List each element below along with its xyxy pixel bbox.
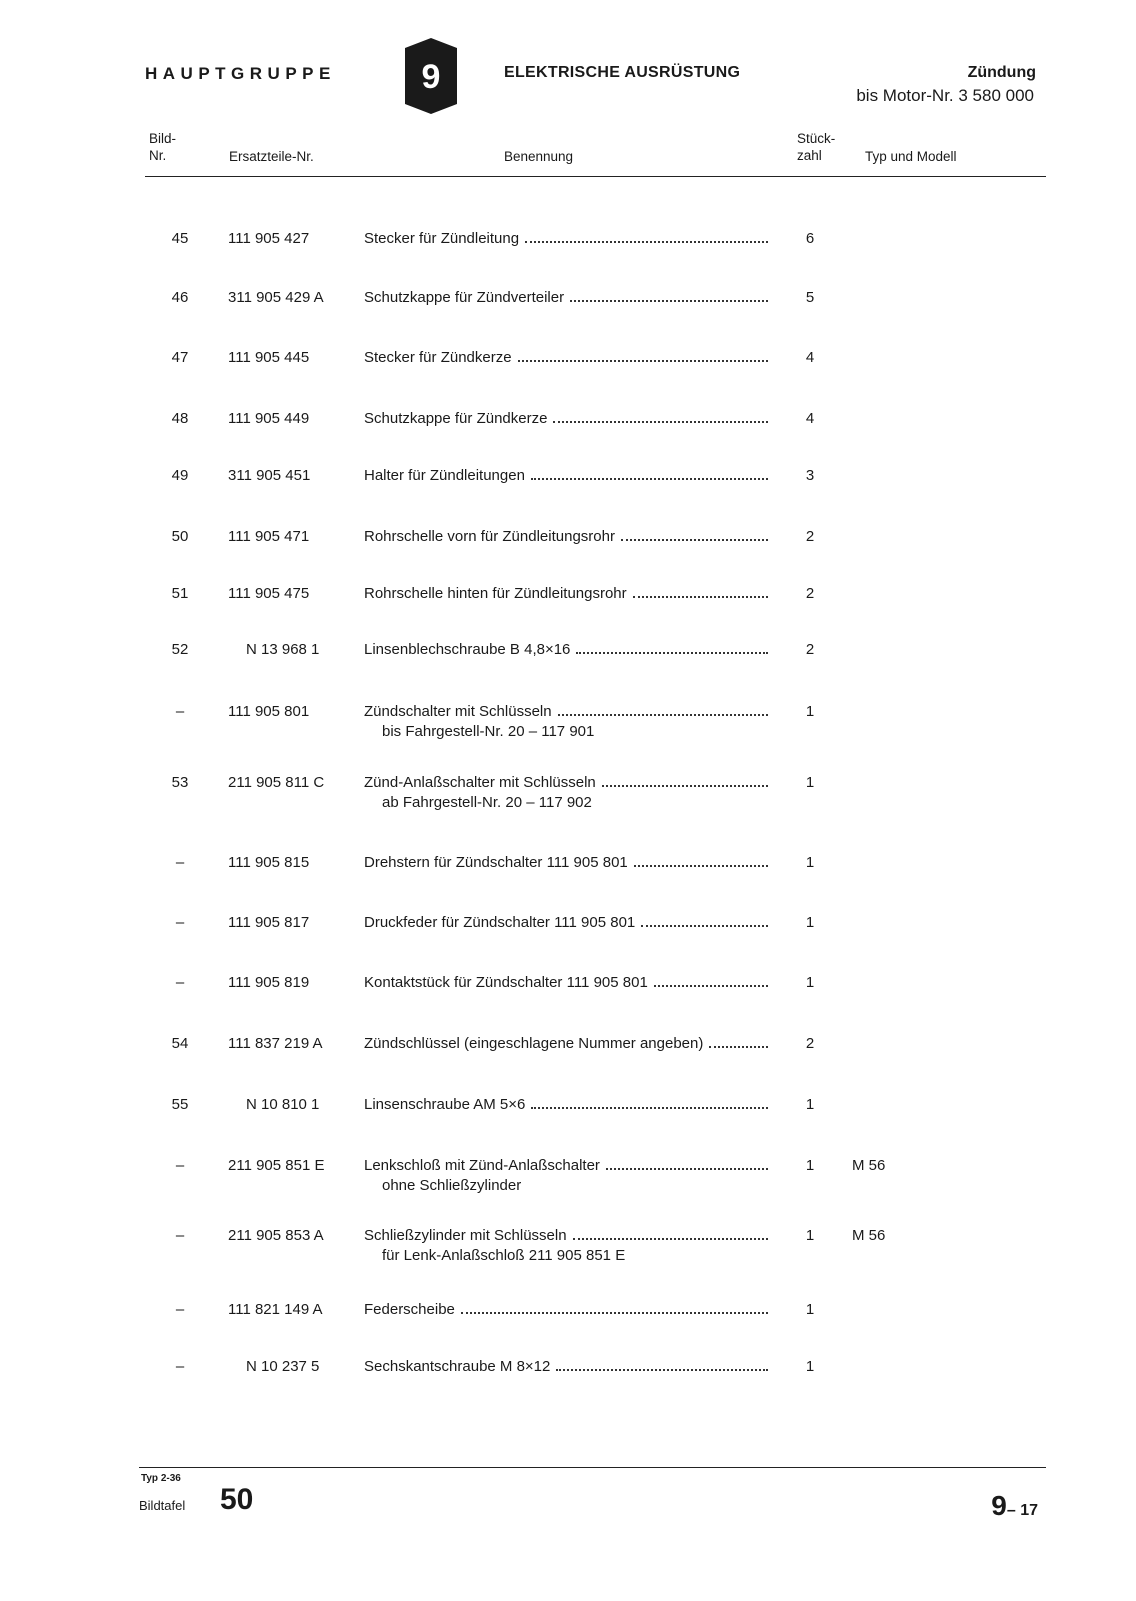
row-benennung-line [364, 773, 768, 793]
row-part-number: 111 905 475 [228, 585, 310, 602]
footer-bildtafel-label: Bildtafel [139, 1498, 186, 1513]
row-bild-nr: 52 [171, 641, 189, 658]
row-name: Sechskantschraube M 8×12 [364, 1358, 551, 1375]
row-name: Drehstern für Zündschalter 111 905 801 [364, 854, 628, 871]
col-header-bild [149, 130, 176, 164]
row-quantity: 2 [805, 1035, 815, 1052]
row-bild-nr: 55 [171, 1096, 189, 1113]
page-number-sub: – 17 [1006, 1502, 1038, 1519]
row-quantity: 1 [805, 1096, 815, 1113]
row-name: Rohrschelle hinten für Zündleitungsrohr [364, 585, 627, 602]
row-part-number: 311 905 429 A [228, 289, 324, 306]
row-benennung-line [364, 973, 768, 993]
row-part-number: 111 905 817 [228, 914, 310, 931]
col-header-stueck-line1: Stück- [797, 131, 836, 146]
row-part-number: 311 905 451 [228, 467, 311, 484]
row-part-number: 211 905 851 E [228, 1157, 325, 1174]
row-quantity: 1 [805, 1301, 815, 1318]
leader-dots [634, 865, 768, 867]
leader-dots [558, 714, 768, 716]
col-header-typ-modell: Typ und Modell [865, 149, 957, 164]
row-benennung-line [364, 1300, 768, 1320]
leader-dots [641, 925, 768, 927]
row-benennung [364, 527, 768, 547]
row-quantity: 1 [805, 914, 815, 931]
row-benennung-line [364, 640, 768, 660]
row-quantity: 4 [805, 349, 815, 366]
row-benennung [364, 640, 768, 660]
row-benennung [364, 288, 768, 308]
row-benennung-line [364, 229, 768, 249]
row-benennung [364, 466, 768, 486]
row-quantity: 2 [805, 528, 815, 545]
row-bild-nr: – [175, 974, 185, 991]
row-bild-nr: – [175, 914, 185, 931]
row-benennung-line [364, 584, 768, 604]
row-benennung-line [364, 1226, 768, 1246]
header-divider [145, 176, 1046, 177]
row-benennung [364, 853, 768, 873]
footer-bildtafel-number: 50 [220, 1483, 254, 1516]
row-benennung-line [364, 1156, 768, 1176]
leader-dots [606, 1168, 768, 1170]
row-bild-nr: – [175, 1157, 185, 1174]
row-name: Kontaktstück für Zündschalter 111 905 801 [364, 974, 648, 991]
leader-dots [553, 421, 768, 423]
col-header-bild-line2: Nr. [149, 148, 167, 163]
row-benennung-line [364, 466, 768, 486]
row-benennung [364, 1156, 768, 1196]
row-name: Linsenschraube AM 5×6 [364, 1096, 526, 1113]
row-benennung [364, 773, 768, 813]
row-bild-nr: 51 [171, 585, 189, 602]
row-name-note: bis Fahrgestell-Nr. 20 – 117 901 [382, 723, 595, 740]
group-number: 9 [421, 58, 441, 96]
row-quantity: 2 [805, 641, 815, 658]
row-part-number: N 13 968 1 [246, 641, 320, 658]
row-bild-nr: – [175, 1301, 185, 1318]
row-part-number: N 10 810 1 [246, 1096, 320, 1113]
leader-dots [518, 360, 768, 362]
row-benennung-line [364, 348, 768, 368]
row-part-number: 111 821 149 A [228, 1301, 323, 1318]
row-part-number: 211 905 853 A [228, 1227, 324, 1244]
row-quantity: 5 [805, 289, 815, 306]
leader-dots [531, 478, 768, 480]
row-quantity: 1 [805, 1157, 815, 1174]
row-part-number: 111 905 445 [228, 349, 310, 366]
row-part-number: 111 905 449 [228, 410, 310, 427]
row-part-number: 111 905 801 [228, 703, 310, 720]
footer-typ: Typ 2-36 [141, 1473, 181, 1484]
row-benennung [364, 229, 768, 249]
page-number-main: 9 [991, 1490, 1007, 1521]
row-benennung [364, 409, 768, 429]
leader-dots [621, 539, 768, 541]
row-quantity: 1 [805, 854, 815, 871]
row-quantity: 1 [805, 1358, 815, 1375]
row-benennung [364, 913, 768, 933]
row-name: Lenkschloß mit Zünd-Anlaßschalter [364, 1157, 600, 1174]
col-header-bild-line1: Bild- [149, 131, 177, 146]
row-part-number: 111 905 427 [228, 230, 310, 247]
col-header-benennung: Benennung [504, 149, 574, 164]
row-bild-nr: 45 [171, 230, 189, 247]
row-benennung-line [364, 288, 768, 308]
row-bild-nr: – [175, 1227, 185, 1244]
row-quantity: 6 [805, 230, 815, 247]
row-bild-nr: 47 [171, 349, 189, 366]
row-benennung-line [364, 913, 768, 933]
row-benennung [364, 1357, 768, 1377]
row-benennung [364, 348, 768, 368]
row-typ-modell: M 56 [852, 1227, 886, 1244]
row-quantity: 3 [805, 467, 815, 484]
row-benennung-line [364, 409, 768, 429]
row-part-number: 211 905 811 C [228, 774, 325, 791]
leader-dots [654, 985, 768, 987]
group-badge-shape [405, 38, 457, 114]
leader-dots [709, 1046, 768, 1048]
row-quantity: 4 [805, 410, 815, 427]
row-benennung-line [364, 1034, 768, 1054]
row-part-number: N 10 237 5 [246, 1358, 320, 1375]
row-name: Schutzkappe für Zündverteiler [364, 289, 565, 306]
row-name: Schutzkappe für Zündkerze [364, 410, 548, 427]
row-name: Zündschlüssel (eingeschlagene Nummer angeben) [364, 1035, 704, 1052]
row-quantity: 1 [805, 974, 815, 991]
row-bild-nr: 49 [171, 467, 189, 484]
row-benennung [364, 1034, 768, 1054]
col-header-stueckzahl [797, 130, 835, 164]
subsection-title: Zündung [967, 64, 1036, 81]
row-benennung-line [364, 702, 768, 722]
row-bild-nr: – [175, 854, 185, 871]
row-quantity: 1 [805, 1227, 815, 1244]
leader-dots [573, 1238, 768, 1240]
row-quantity: 2 [805, 585, 815, 602]
row-name-note: für Lenk-Anlaßschloß 211 905 851 E [382, 1247, 626, 1264]
row-benennung [364, 1095, 768, 1115]
row-name: Zünd-Anlaßschalter mit Schlüsseln [364, 774, 596, 791]
row-part-number: 111 905 815 [228, 854, 310, 871]
row-bild-nr: – [175, 703, 185, 720]
col-header-stueck-line2: zahl [797, 148, 822, 163]
footer-divider [139, 1467, 1046, 1468]
row-name: Halter für Zündleitungen [364, 467, 525, 484]
row-part-number: 111 905 819 [228, 974, 310, 991]
row-quantity: 1 [805, 703, 815, 720]
group-number-badge [405, 38, 457, 114]
row-benennung [364, 1300, 768, 1320]
row-name: Rohrschelle vorn für Zündleitungsrohr [364, 528, 615, 545]
leader-dots [602, 785, 768, 787]
row-part-number: 111 837 219 A [228, 1035, 323, 1052]
leader-dots [525, 241, 768, 243]
row-name: Stecker für Zündkerze [364, 349, 512, 366]
row-part-number: 111 905 471 [228, 528, 310, 545]
main-group-label: HAUPTGRUPPE [145, 64, 336, 83]
leader-dots [556, 1369, 768, 1371]
leader-dots [570, 300, 768, 302]
leader-dots [531, 1107, 768, 1109]
row-benennung-line [364, 853, 768, 873]
row-name-note: ohne Schließzylinder [382, 1177, 522, 1194]
row-quantity: 1 [805, 774, 815, 791]
row-benennung-line [364, 527, 768, 547]
row-benennung-line [364, 1095, 768, 1115]
subsection-note: bis Motor-Nr. 3 580 000 [856, 86, 1034, 105]
row-bild-nr: – [175, 1358, 185, 1375]
row-benennung [364, 584, 768, 604]
row-name-note: ab Fahrgestell-Nr. 20 – 117 902 [382, 794, 592, 811]
row-bild-nr: 46 [171, 289, 189, 306]
row-bild-nr: 54 [171, 1035, 189, 1052]
row-name: Schließzylinder mit Schlüsseln [364, 1227, 567, 1244]
row-name: Linsenblechschraube B 4,8×16 [364, 641, 571, 658]
row-benennung [364, 702, 768, 742]
row-name: Druckfeder für Zündschalter 111 905 801 [364, 914, 636, 931]
row-bild-nr: 50 [171, 528, 189, 545]
row-benennung [364, 973, 768, 993]
row-name: Federscheibe [364, 1301, 455, 1318]
row-name: Zündschalter mit Schlüsseln [364, 703, 552, 720]
leader-dots [633, 596, 768, 598]
row-bild-nr: 48 [171, 410, 189, 427]
col-header-ersatzteile: Ersatzteile-Nr. [229, 149, 314, 164]
row-name: Stecker für Zündleitung [364, 230, 520, 247]
row-bild-nr: 53 [171, 774, 189, 791]
leader-dots [461, 1312, 768, 1314]
row-benennung-line [364, 1357, 768, 1377]
leader-dots [576, 652, 768, 654]
row-typ-modell: M 56 [852, 1157, 886, 1174]
section-title: ELEKTRISCHE AUSRÜSTUNG [504, 64, 741, 81]
row-benennung [364, 1226, 768, 1266]
page-number [991, 1490, 1038, 1522]
